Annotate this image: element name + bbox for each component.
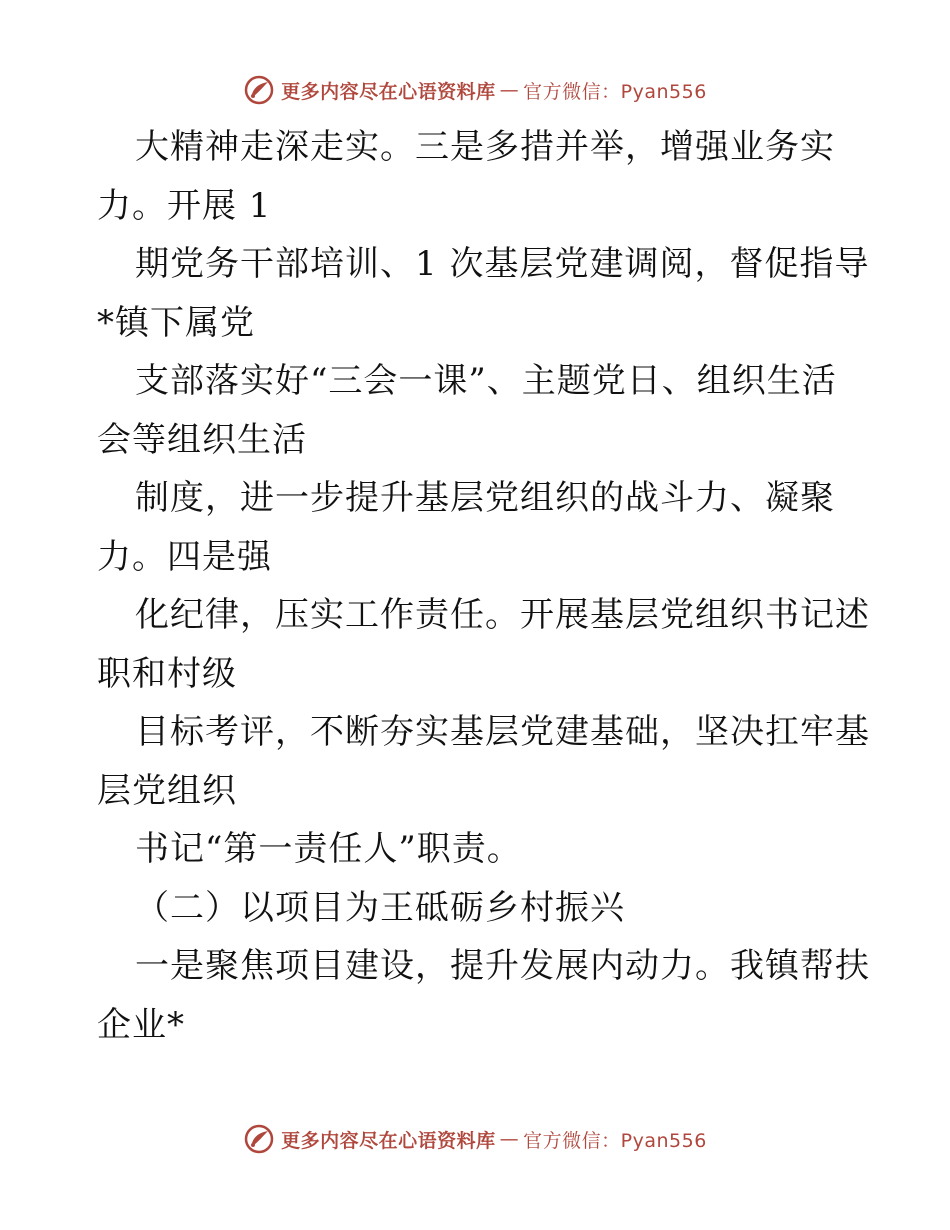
section-heading: （二）以项目为王砥砺乡村振兴 (135, 887, 625, 928)
text-line: 一是聚焦项目建设，提升发展内动力。我镇帮扶 (135, 946, 870, 986)
banner-wechat: 官方微信：Pyan556 (523, 1129, 707, 1152)
banner-title: 更多内容尽在心语资料库 (281, 80, 496, 103)
footer-banner (0, 1119, 950, 1159)
text-line: 力。四是强 (97, 536, 272, 577)
text-line: *镇下属党 (97, 302, 255, 343)
text-line: 职和村级 (97, 653, 237, 694)
header-banner (0, 70, 950, 110)
banner-title: 更多内容尽在心语资料库 (281, 1129, 496, 1152)
text-line: 会等组织生活 (97, 419, 307, 460)
text-line: 层党组织 (97, 770, 237, 811)
banner-dash: — (499, 1128, 520, 1150)
banner-wechat: 官方微信：Pyan556 (523, 80, 707, 103)
logo-icon (243, 74, 275, 106)
text-line: 制度，进一步提升基层党组织的战斗力、凝聚 (135, 478, 835, 518)
text-line: 支部落实好“三会一课”、主题党日、组织生活 (135, 361, 837, 401)
logo-icon (243, 1123, 275, 1155)
text-line: 化纪律，压实工作责任。开展基层党组织书记述 (135, 595, 870, 635)
document-body (97, 118, 870, 1054)
text-line: 力。开展 1 (97, 185, 272, 226)
text-line: 大精神走深走实。三是多措并举，增强业务实 (135, 127, 835, 167)
text-line: 期党务干部培训、1 次基层党建调阅，督促指导 (135, 244, 870, 284)
text-line: 企业* (97, 1004, 185, 1045)
banner-dash: — (499, 79, 520, 101)
text-line: 目标考评，不断夯实基层党建基础，坚决扛牢基 (135, 712, 870, 752)
text-line: 书记“第一责任人”职责。 (135, 829, 522, 869)
